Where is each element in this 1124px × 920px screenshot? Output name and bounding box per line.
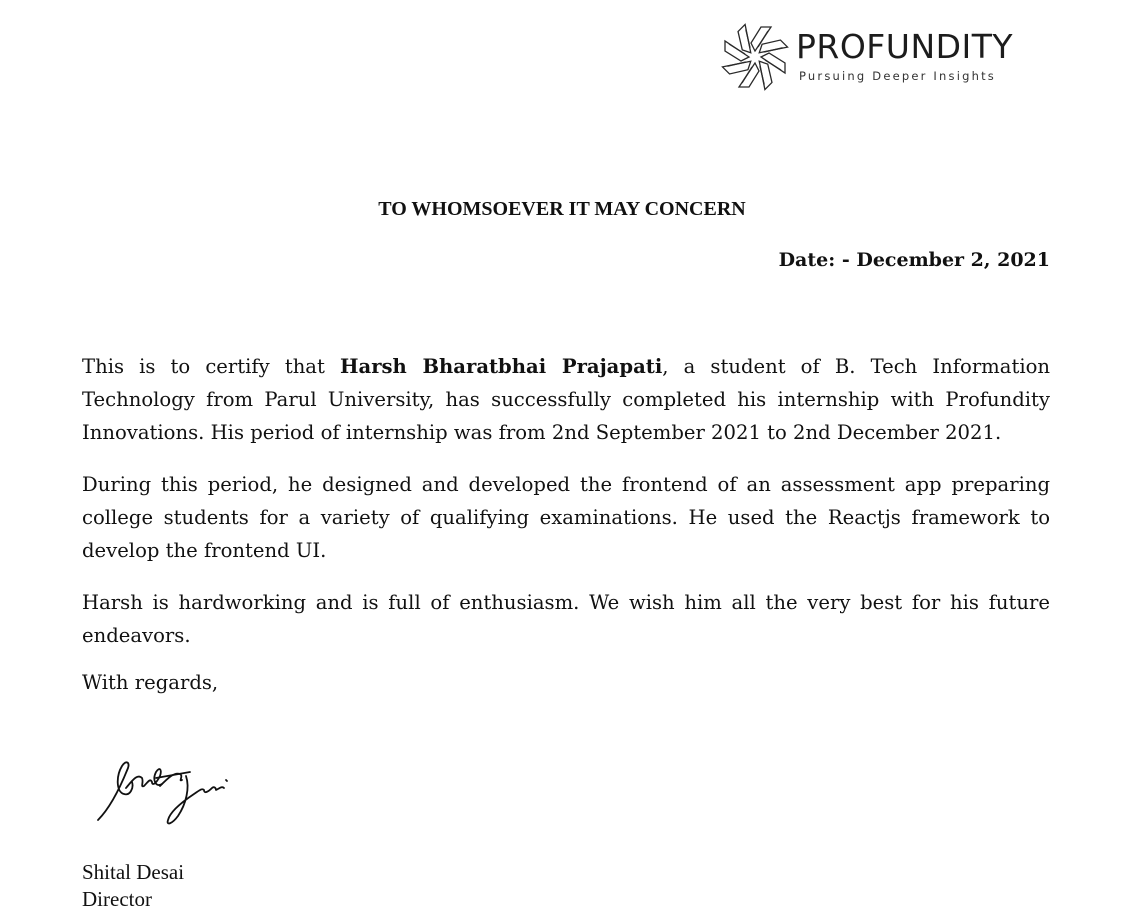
paragraph-work-description: During this period, he designed and developed the frontend of an assessment app preparing college students for a variety of qualifying examinations. He used the Reactjs framework to develop the frontend UI. xyxy=(82,473,1050,562)
letter-body xyxy=(82,350,1050,671)
paragraph-certification-rest: , a student of B. Tech Information Technology from Parul University, has successfully completed his internship with Profundity Innovations. His period of internship was from 2nd September 2021 to 2nd December 2021. xyxy=(82,355,1050,444)
signer-block xyxy=(82,859,184,913)
letter-date: Date: - December 2, 2021 xyxy=(778,249,1050,271)
handwritten-signature xyxy=(90,748,240,838)
logo-tagline: Pursuing Deeper Insights xyxy=(799,69,996,83)
closing-line: With regards, xyxy=(82,671,219,694)
profundity-logo-icon xyxy=(720,22,790,92)
student-name: Harsh Bharatbhai Prajapati xyxy=(339,355,663,378)
logo-name: PROFUNDITY xyxy=(796,27,1014,66)
paragraph-certification-intro: This is to certify that xyxy=(82,355,340,378)
signer-name: Shital Desai xyxy=(82,860,185,884)
paragraph-certification xyxy=(82,350,1050,449)
signer-title: Director xyxy=(82,887,152,911)
letter-heading: TO WHOMSOEVER IT MAY CONCERN xyxy=(378,198,746,220)
paragraph-wishes: Harsh is hardworking and is full of enthusiasm. We wish him all the very best for his future endeavors. xyxy=(82,591,1050,647)
company-logo xyxy=(720,22,1050,92)
